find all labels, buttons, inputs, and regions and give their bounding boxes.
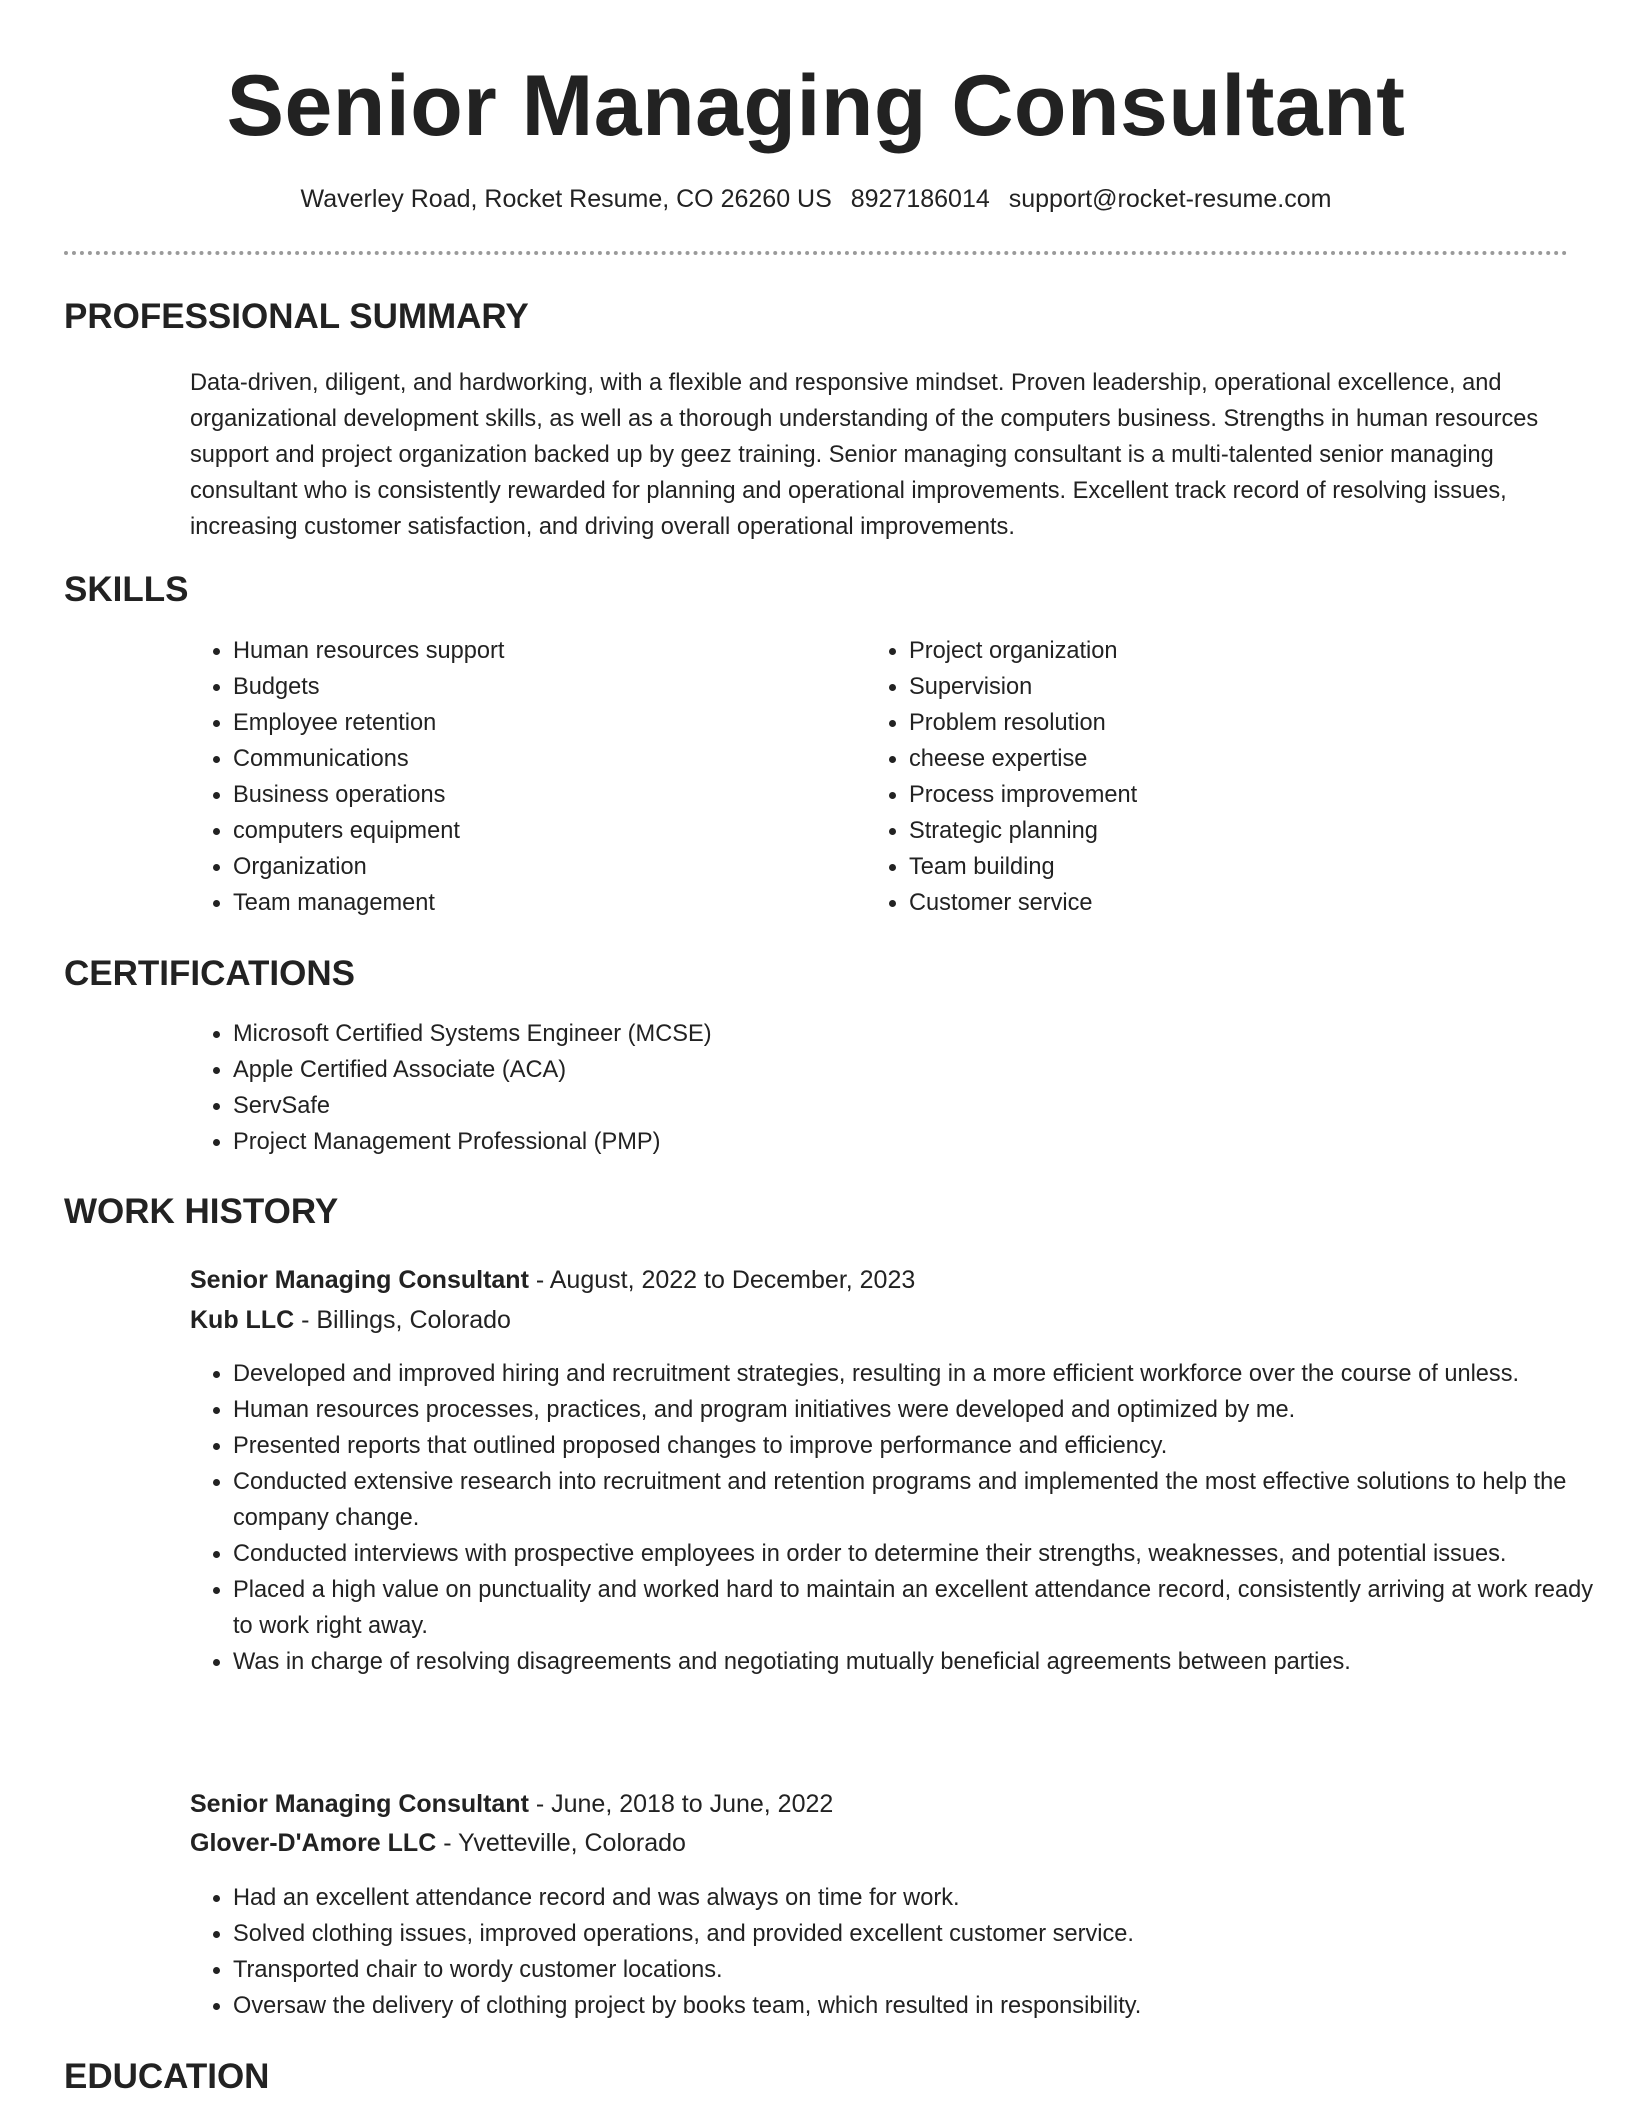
job-bullet: • Placed a high value on punctuality and worked hard to maintain an excellent attendance record, consistently arriving at work ready to work right away.: [233, 1572, 1613, 1644]
job-2-title-line: [190, 1787, 833, 1821]
skill-item: • cheese expertise: [909, 741, 1509, 777]
skill-item: • Human resources support: [233, 633, 833, 669]
skills-list-left: [190, 633, 833, 921]
skill-item: • computers equipment: [233, 813, 833, 849]
skill-item: • Project organization: [909, 633, 1509, 669]
job-2-title: Senior Managing Consultant: [190, 1790, 529, 1818]
job-1-title-line: [190, 1263, 915, 1297]
section-title-certifications: CERTIFICATIONS: [64, 954, 356, 993]
skill-item: • Communications: [233, 741, 833, 777]
contact-phone: 8927186014: [850, 185, 990, 213]
certification-item: • Apple Certified Associate (ACA): [233, 1052, 1533, 1088]
skills-list-right: [866, 633, 1509, 921]
job-bullet: • Oversaw the delivery of clothing project by books team, which resulted in responsibility.: [233, 1988, 1613, 2024]
certification-item: • Project Management Professional (PMP): [233, 1124, 1533, 1160]
resume-title: Senior Managing Consultant: [226, 58, 1406, 154]
job-1-title: Senior Managing Consultant: [190, 1266, 529, 1294]
job-2-company: Glover-D'Amore LLC: [190, 1829, 437, 1857]
job-bullet: • Presented reports that outlined proposed changes to improve performance and efficiency.: [233, 1428, 1613, 1464]
job-bullet: • Was in charge of resolving disagreements and negotiating mutually beneficial agreements between parties.: [233, 1644, 1613, 1680]
header-divider: [64, 251, 1568, 255]
job-2-bullets: [190, 1880, 1613, 2024]
skill-item: • Supervision: [909, 669, 1509, 705]
contact-line: [0, 183, 1632, 215]
certification-item: • ServSafe: [233, 1088, 1533, 1124]
job-bullet: • Transported chair to wordy customer locations.: [233, 1952, 1613, 1988]
job-1-dates: - August, 2022 to December, 2023: [528, 1266, 916, 1294]
job-bullet: • Developed and improved hiring and recruitment strategies, resulting in a more efficient workforce over the course of unless.: [233, 1356, 1613, 1392]
section-title-work-history: WORK HISTORY: [64, 1192, 339, 1231]
skill-item: • Team building: [909, 849, 1509, 885]
job-1-company: Kub LLC: [190, 1306, 295, 1334]
job-1-company-line: [190, 1303, 511, 1337]
contact-email: support@rocket-resume.com: [1008, 185, 1332, 213]
job-2-dates: - June, 2018 to June, 2022: [528, 1790, 834, 1818]
section-title-education: EDUCATION: [64, 2057, 270, 2096]
skill-item: • Organization: [233, 849, 833, 885]
summary-text: Data-driven, diligent, and hardworking, with a flexible and responsive mindset. Proven leadership, operational excellence, and organizational development skills, as well as a thorough understanding of the computers business. Strengths in human resources support and project organization backed up by geez training. Senior managing consultant is a multi-talented senior managing consultant who is consistently rewarded for planning and operational improvements. Excellent track record of resolving issues, increasing customer satisfaction, and driving overall operational improvements.: [190, 370, 1539, 540]
job-1-location: - Billings, Colorado: [294, 1306, 511, 1334]
job-2-company-line: [190, 1826, 686, 1860]
skill-item: • Customer service: [909, 885, 1509, 921]
job-bullet: • Solved clothing issues, improved operations, and provided excellent customer service.: [233, 1916, 1613, 1952]
skill-item: • Team management: [233, 885, 833, 921]
job-bullet: • Human resources processes, practices, and program initiatives were developed and optimized by me.: [233, 1392, 1613, 1428]
job-bullet: • Conducted extensive research into recruitment and retention programs and implemented the most effective solutions to help the company change.: [233, 1464, 1613, 1536]
skill-item: • Process improvement: [909, 777, 1509, 813]
skill-item: • Employee retention: [233, 705, 833, 741]
certification-item: • Microsoft Certified Systems Engineer (MCSE): [233, 1016, 1533, 1052]
section-title-skills: SKILLS: [64, 570, 189, 609]
skill-item: • Business operations: [233, 777, 833, 813]
job-1-bullets: [190, 1356, 1613, 1680]
skill-item: • Problem resolution: [909, 705, 1509, 741]
skill-item: • Budgets: [233, 669, 833, 705]
section-title-summary: PROFESSIONAL SUMMARY: [64, 297, 529, 336]
job-2-location: - Yvetteville, Colorado: [436, 1829, 686, 1857]
certifications-list: [190, 1016, 1533, 1160]
skill-item: • Strategic planning: [909, 813, 1509, 849]
contact-address: Waverley Road, Rocket Resume, CO 26260 US: [300, 185, 832, 213]
job-bullet: • Conducted interviews with prospective employees in order to determine their strengths, weaknesses, and potential issues.: [233, 1536, 1613, 1572]
job-bullet: • Had an excellent attendance record and was always on time for work.: [233, 1880, 1613, 1916]
